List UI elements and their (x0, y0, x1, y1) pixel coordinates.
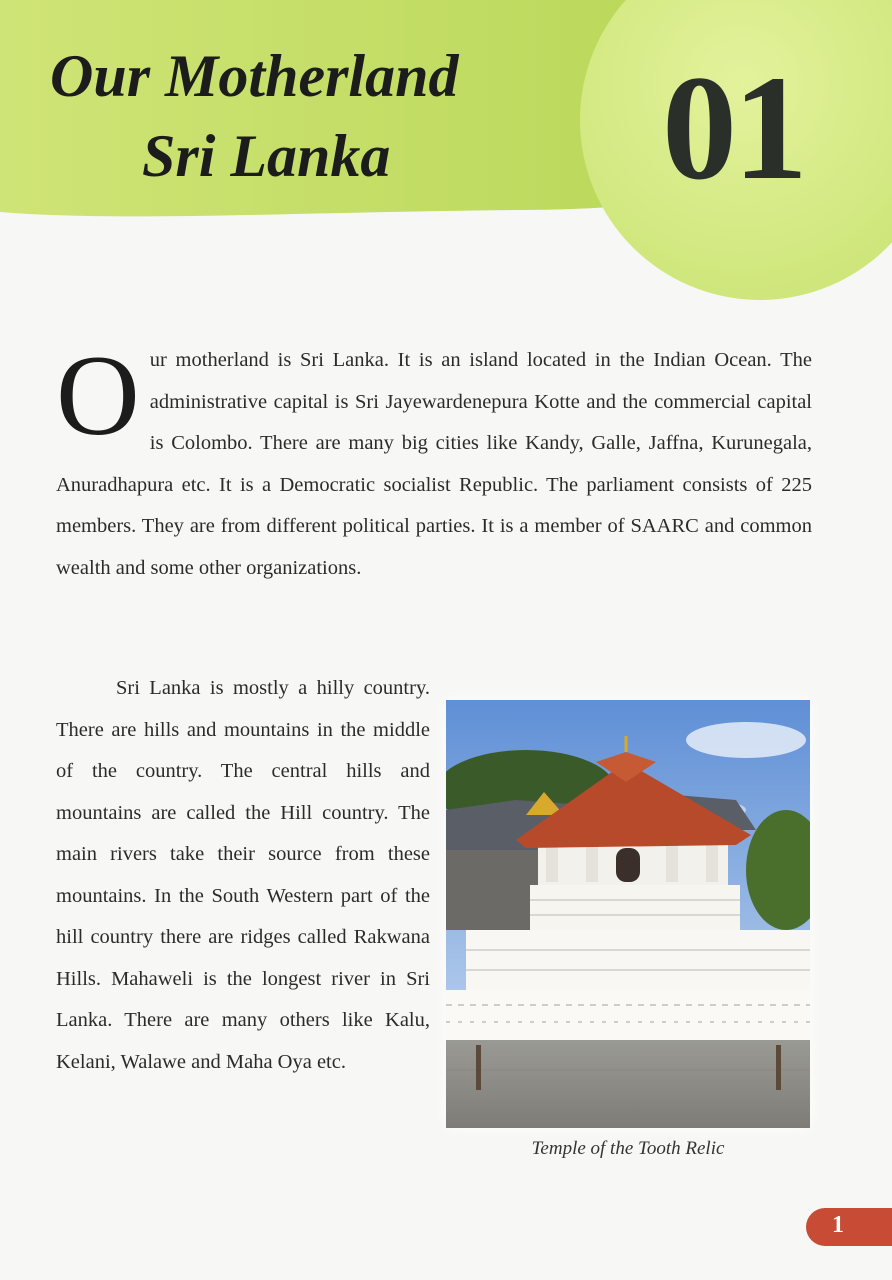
chapter-title (50, 36, 458, 196)
hills-paragraph: Sri Lanka is mostly a hilly country. There are hills and mountains in the middle of the country. The central hills and mountains are called the Hill country. The main rivers take their source from these mountains. In the South Western part of the hill country there are ridges called Rakwana Hills. Mahaweli is the longest river in Sri Lanka. There are many others like Kalu, Kelani, Walawe and Maha Oya etc. (56, 677, 430, 1073)
chapter-number: 01 (662, 45, 804, 211)
drop-cap: O (56, 332, 140, 460)
chapter-title-line1: Our Motherland (50, 43, 459, 109)
photo-caption: Temple of the Tooth Relic (531, 1138, 725, 1159)
intro-paragraph (56, 332, 812, 589)
temple-photo (446, 700, 810, 1128)
chapter-title-line2: Sri Lanka (142, 123, 391, 189)
intro-text: ur motherland is Sri Lanka. It is an island located in the Indian Ocean. The administrative capital is Sri Jayewardenepura Kotte and the commercial capital is Colombo. There are many big cities like Kandy, Galle, Jaffna, Kurunegala, Anuradhapura etc. It is a Democratic socialist Republic. The parliament consists of 225 members. They are from different political parties. It is a member of SAARC and common wealth and some other organizations. (56, 349, 812, 579)
page-number: 1 (832, 1212, 844, 1238)
page-number-tab (806, 1208, 892, 1246)
